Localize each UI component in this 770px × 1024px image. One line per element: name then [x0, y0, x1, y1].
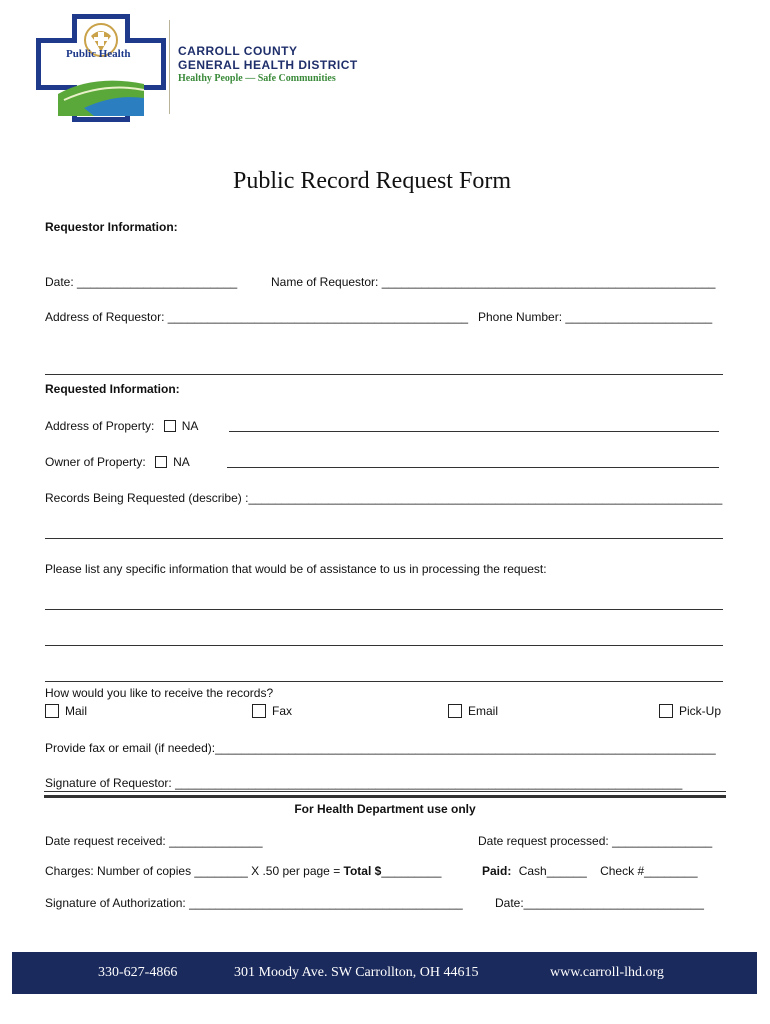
logo [34, 12, 168, 124]
specific-info-line-1[interactable] [45, 609, 723, 610]
footer-bar [12, 952, 757, 994]
property-owner-line[interactable] [227, 467, 719, 468]
requestor-address-field[interactable]: Address of Requestor: _____________________________________________ [45, 310, 469, 324]
logo-text: Public Health [66, 48, 131, 60]
paid-label: Paid: [482, 864, 512, 878]
records-continuation-line[interactable] [45, 538, 723, 539]
org-name-line1: CARROLL COUNTY [178, 44, 298, 58]
fax-label: Fax [272, 704, 293, 718]
footer-website: www.carroll-lhd.org [550, 965, 664, 980]
receive-method-question: How would you like to receive the records? [45, 686, 274, 700]
pickup-checkbox[interactable] [659, 704, 673, 718]
footer-address: 301 Moody Ave. SW Carrollton, OH 44615 [234, 965, 479, 980]
requestor-signature-field[interactable]: Signature of Requestor: ____________________________________________________________________________ [45, 776, 683, 790]
option-mail[interactable] [45, 704, 87, 718]
authorization-date-field[interactable]: Date:___________________________ [495, 896, 704, 910]
charges-row[interactable] [45, 864, 441, 878]
date-field[interactable]: Date: ________________________ [45, 275, 238, 289]
requestor-name-field[interactable]: Name of Requestor: __________________________________________________ [271, 275, 716, 289]
na-label: NA [173, 455, 190, 469]
fax-email-field[interactable]: Provide fax or email (if needed):___________________________________________________________________________ [45, 741, 716, 755]
office-use-heading: For Health Department use only [294, 802, 476, 816]
specific-info-line-2[interactable] [45, 645, 723, 646]
office-use-divider-thick [44, 795, 726, 798]
date-processed-field[interactable]: Date request processed: _______________ [478, 834, 713, 848]
option-pickup[interactable] [659, 704, 721, 718]
property-address-na-checkbox[interactable] [164, 420, 176, 432]
phone-number-field[interactable]: Phone Number: ______________________ [478, 310, 713, 324]
header-divider [169, 20, 170, 114]
fax-checkbox[interactable] [252, 704, 266, 718]
records-requested-field[interactable]: Records Being Requested (describe) :_______________________________________________________________________ [45, 491, 723, 505]
mail-label: Mail [65, 704, 88, 718]
total-blank[interactable]: _________ [381, 864, 442, 878]
check-number-field[interactable]: Check #________ [600, 864, 698, 878]
email-checkbox[interactable] [448, 704, 462, 718]
org-name-line2: GENERAL HEALTH DISTRICT [178, 58, 358, 72]
charges-label: Charges: Number of copies ________ X .50 per page = [45, 864, 344, 878]
property-address-line[interactable] [229, 431, 719, 432]
property-address-row [45, 419, 198, 433]
email-label: Email [468, 704, 499, 718]
authorization-signature-field[interactable]: Signature of Authorization: _________________________________________ [45, 896, 463, 910]
property-owner-label: Owner of Property: [45, 455, 146, 469]
total-label: Total $ [343, 864, 382, 878]
office-use-divider [44, 791, 726, 792]
org-tagline: Healthy People — Safe Communities [178, 73, 336, 84]
property-owner-na-checkbox[interactable] [155, 456, 167, 468]
specific-info-prompt: Please list any specific information that would be of assistance to us in processing the request: [45, 562, 547, 576]
payment-row[interactable] [482, 864, 698, 878]
mail-checkbox[interactable] [45, 704, 59, 718]
option-fax[interactable] [252, 704, 292, 718]
requested-heading: Requested Information: [45, 382, 180, 396]
option-email[interactable] [448, 704, 498, 718]
pickup-label: Pick-Up [679, 704, 722, 718]
page-title: Public Record Request Form [233, 168, 511, 194]
cash-field[interactable]: Cash______ [518, 864, 587, 878]
address-continuation-line[interactable] [45, 374, 723, 375]
property-address-label: Address of Property: [45, 419, 155, 433]
specific-info-line-3[interactable] [45, 681, 723, 682]
public-health-cross-logo [34, 12, 168, 124]
date-received-field[interactable]: Date request received: ______________ [45, 834, 263, 848]
na-label: NA [181, 419, 199, 433]
footer-phone: 330-627-4866 [98, 965, 178, 980]
requestor-heading: Requestor Information: [45, 220, 178, 234]
property-owner-row [45, 455, 190, 469]
